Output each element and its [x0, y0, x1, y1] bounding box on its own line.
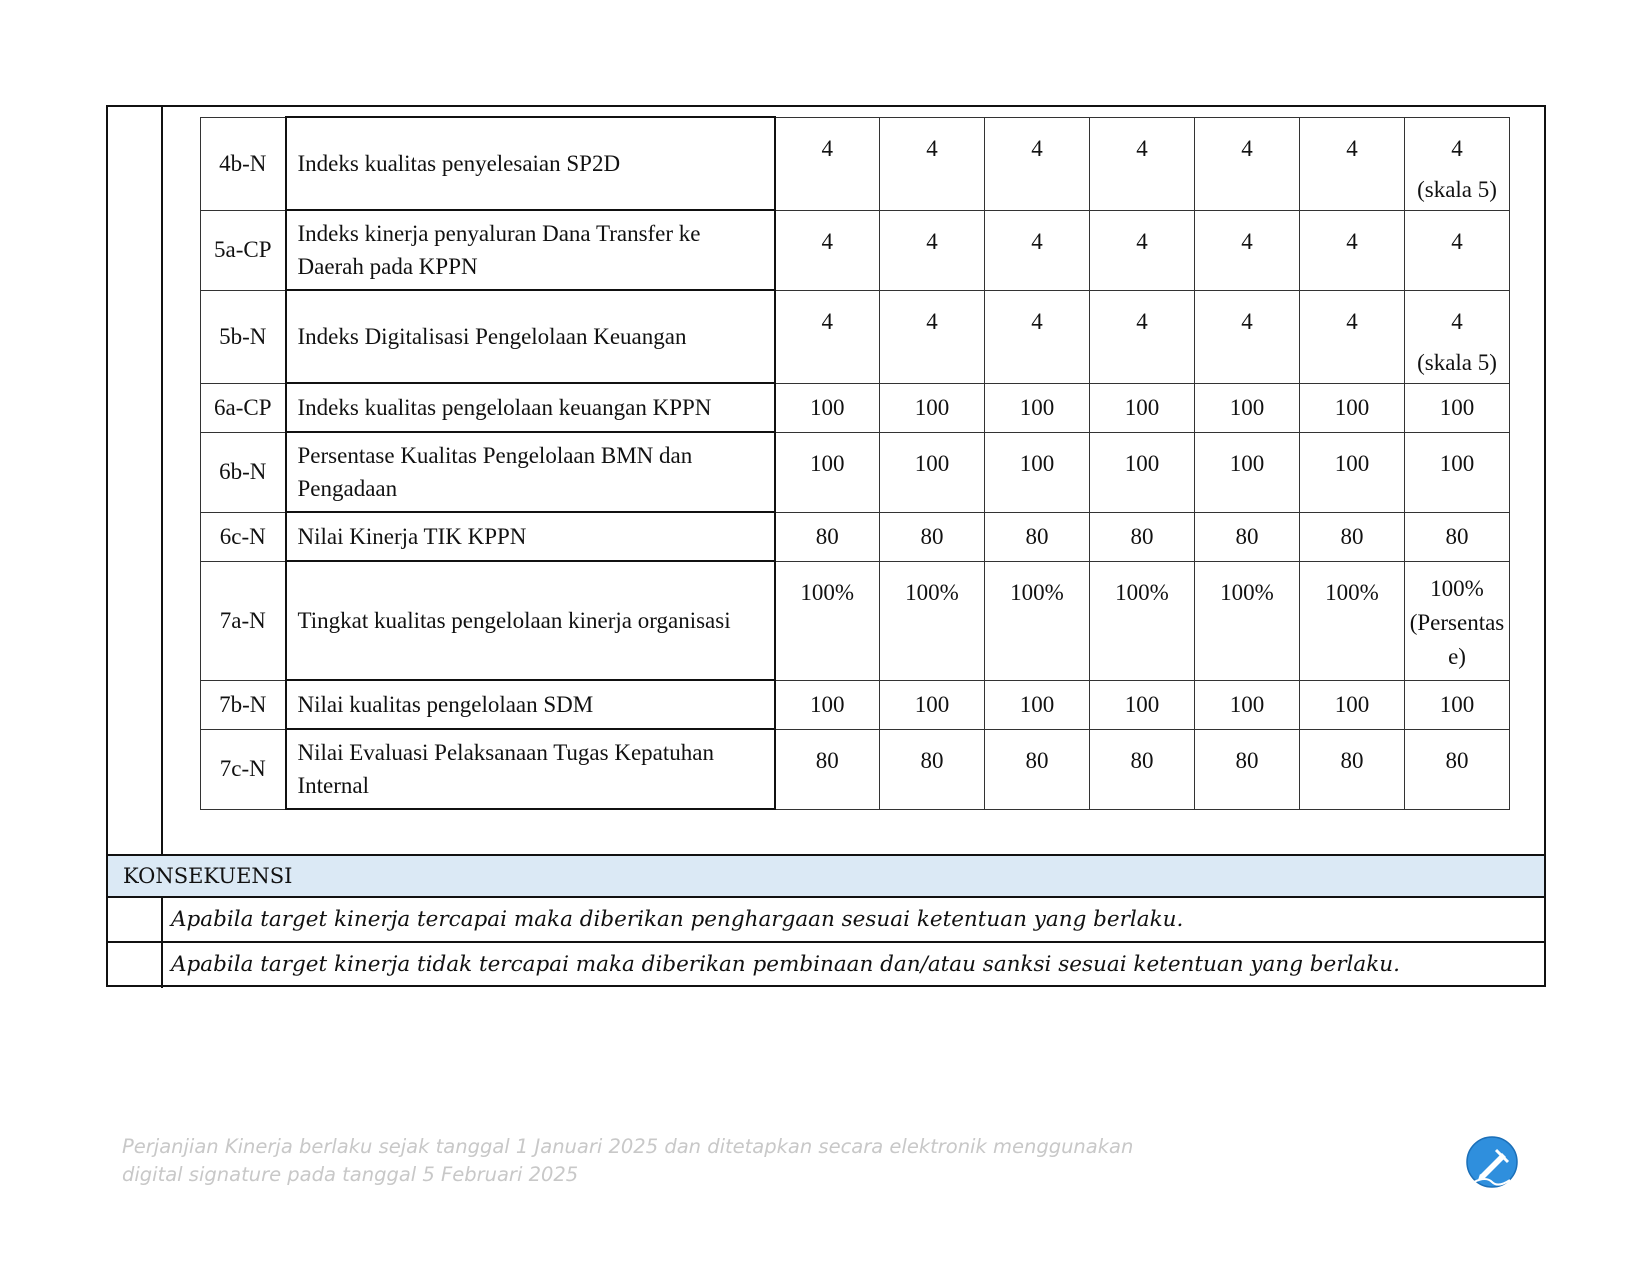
target-value: 4 [1300, 210, 1405, 290]
konsekuensi-row [108, 943, 1544, 988]
target-value: 80 [880, 512, 985, 561]
target-value: 4 [1300, 290, 1405, 383]
target-value: 4 [880, 117, 985, 210]
target-value: 100 [775, 432, 880, 512]
target-value: 80 [880, 729, 985, 809]
target-value: 80 [1090, 729, 1195, 809]
indicator-name: Nilai kualitas pengelolaan SDM [286, 680, 775, 729]
target-value: 4 [985, 210, 1090, 290]
indicator-row [201, 117, 1510, 210]
indicator-name: Persentase Kualitas Pengelolaan BMN dan Pengadaan [286, 432, 775, 512]
target-value: 80 [1195, 729, 1300, 809]
target-value: 100% [880, 561, 985, 680]
annual-target-value [1405, 210, 1510, 290]
target-value: 4 [1195, 117, 1300, 210]
target-value: 100 [985, 432, 1090, 512]
target-value: 100% [1090, 561, 1195, 680]
indicator-name: Nilai Kinerja TIK KPPN [286, 512, 775, 561]
indicator-code: 5b-N [201, 290, 286, 383]
annual-target-value [1405, 680, 1510, 729]
indicator-code: 6c-N [201, 512, 286, 561]
indicator-row [201, 383, 1510, 432]
agreement-table-frame [106, 105, 1546, 987]
indicator-code: 7c-N [201, 729, 286, 809]
target-value: 100% [985, 561, 1090, 680]
target-value: 100 [1195, 383, 1300, 432]
indicator-table [200, 116, 1510, 810]
target-value-line: (skala 5) [1417, 176, 1497, 202]
row-number-cell [108, 898, 163, 941]
target-value-line: e) [1448, 643, 1466, 669]
indicator-name: Tingkat kualitas pengelolaan kinerja organisasi [286, 561, 775, 680]
target-value: 100 [1195, 680, 1300, 729]
annual-target-value [1405, 290, 1510, 383]
indicator-row [201, 680, 1510, 729]
target-value: 100 [880, 432, 985, 512]
target-value-line: (skala 5) [1417, 349, 1497, 375]
indicator-name: Indeks kinerja penyaluran Dana Transfer ke Daerah pada KPPN [286, 210, 775, 290]
indicator-code: 7b-N [201, 680, 286, 729]
target-value-line: 80 [1445, 524, 1469, 549]
target-value: 80 [1090, 512, 1195, 561]
indicator-code: 7a-N [201, 561, 286, 680]
annual-target-value [1405, 512, 1510, 561]
indicator-name: Indeks Digitalisasi Pengelolaan Keuangan [286, 290, 775, 383]
target-value: 4 [1195, 290, 1300, 383]
target-value: 80 [1300, 729, 1405, 809]
target-value: 100 [1090, 680, 1195, 729]
target-value: 100 [775, 383, 880, 432]
target-value-line: 80 [1445, 747, 1469, 773]
konsekuensi-text: Apabila target kinerja tercapai maka diberikan penghargaan sesuai ketentuan yang berlaku. [171, 907, 1184, 932]
row-number-cell [108, 943, 163, 988]
annual-target-value [1405, 117, 1510, 210]
target-value: 4 [775, 210, 880, 290]
indicator-code: 5a-CP [201, 210, 286, 290]
indicator-row [201, 729, 1510, 809]
target-value: 4 [880, 290, 985, 383]
indicator-row [201, 561, 1510, 680]
target-value: 4 [775, 290, 880, 383]
target-value: 80 [1195, 512, 1300, 561]
target-value: 80 [775, 729, 880, 809]
target-value: 80 [1300, 512, 1405, 561]
konsekuensi-text: Apabila target kinerja tidak tercapai maka diberikan pembinaan dan/atau sanksi sesuai ketentuan yang berlaku. [171, 952, 1400, 977]
indicator-name: Nilai Evaluasi Pelaksanaan Tugas Kepatuhan Internal [286, 729, 775, 809]
target-value: 4 [985, 290, 1090, 383]
target-value-line: 4 [1451, 308, 1463, 334]
target-value: 100 [1300, 680, 1405, 729]
annual-target-value [1405, 383, 1510, 432]
indicator-row [201, 210, 1510, 290]
target-value: 4 [775, 117, 880, 210]
target-value: 100 [880, 383, 985, 432]
indicator-code: 4b-N [201, 117, 286, 210]
target-value-line: (Persentas [1409, 609, 1505, 635]
target-value: 100% [1195, 561, 1300, 680]
target-value: 80 [985, 512, 1090, 561]
target-value: 4 [1090, 290, 1195, 383]
konsekuensi-row [108, 898, 1544, 943]
target-value: 4 [880, 210, 985, 290]
footer-line: Perjanjian Kinerja berlaku sejak tanggal 1 Januari 2025 dan ditetapkan secara elektronik menggunakan [122, 1135, 1134, 1158]
number-column-divider [161, 107, 163, 854]
target-value: 4 [1300, 117, 1405, 210]
indicator-row [201, 290, 1510, 383]
annual-target-value [1405, 729, 1510, 809]
target-value: 100 [985, 680, 1090, 729]
indicator-name: Indeks kualitas penyelesaian SP2D [286, 117, 775, 210]
target-value: 4 [1090, 210, 1195, 290]
target-value-line: 100 [1439, 450, 1475, 476]
footer-line: digital signature pada tanggal 5 Februari 2025 [122, 1163, 579, 1186]
indicator-row [201, 512, 1510, 561]
target-value: 100 [1195, 432, 1300, 512]
target-value-line: 100% [1430, 575, 1484, 601]
target-value-line: 4 [1451, 135, 1463, 161]
annual-target-value [1405, 432, 1510, 512]
target-value: 4 [1195, 210, 1300, 290]
indicator-code: 6b-N [201, 432, 286, 512]
digital-signature-pen-icon [1466, 1136, 1518, 1188]
target-value: 80 [985, 729, 1090, 809]
indicator-row [201, 432, 1510, 512]
target-value-line: 100 [1439, 395, 1475, 420]
target-value: 100% [1300, 561, 1405, 680]
konsekuensi-header: KONSEKUENSI [108, 854, 1544, 898]
footer-note [122, 1133, 1133, 1189]
indicator-code: 6a-CP [201, 383, 286, 432]
target-value: 100 [1300, 432, 1405, 512]
target-value: 100 [775, 680, 880, 729]
target-value: 80 [775, 512, 880, 561]
target-value: 100 [880, 680, 985, 729]
target-value: 100 [1090, 383, 1195, 432]
target-value: 4 [985, 117, 1090, 210]
target-value: 100% [775, 561, 880, 680]
target-value: 100 [1300, 383, 1405, 432]
annual-target-value [1405, 561, 1510, 680]
indicator-name: Indeks kualitas pengelolaan keuangan KPPN [286, 383, 775, 432]
target-value-line: 100 [1439, 692, 1475, 717]
target-value: 4 [1090, 117, 1195, 210]
target-value: 100 [1090, 432, 1195, 512]
target-value-line: 4 [1451, 228, 1463, 254]
target-value: 100 [985, 383, 1090, 432]
